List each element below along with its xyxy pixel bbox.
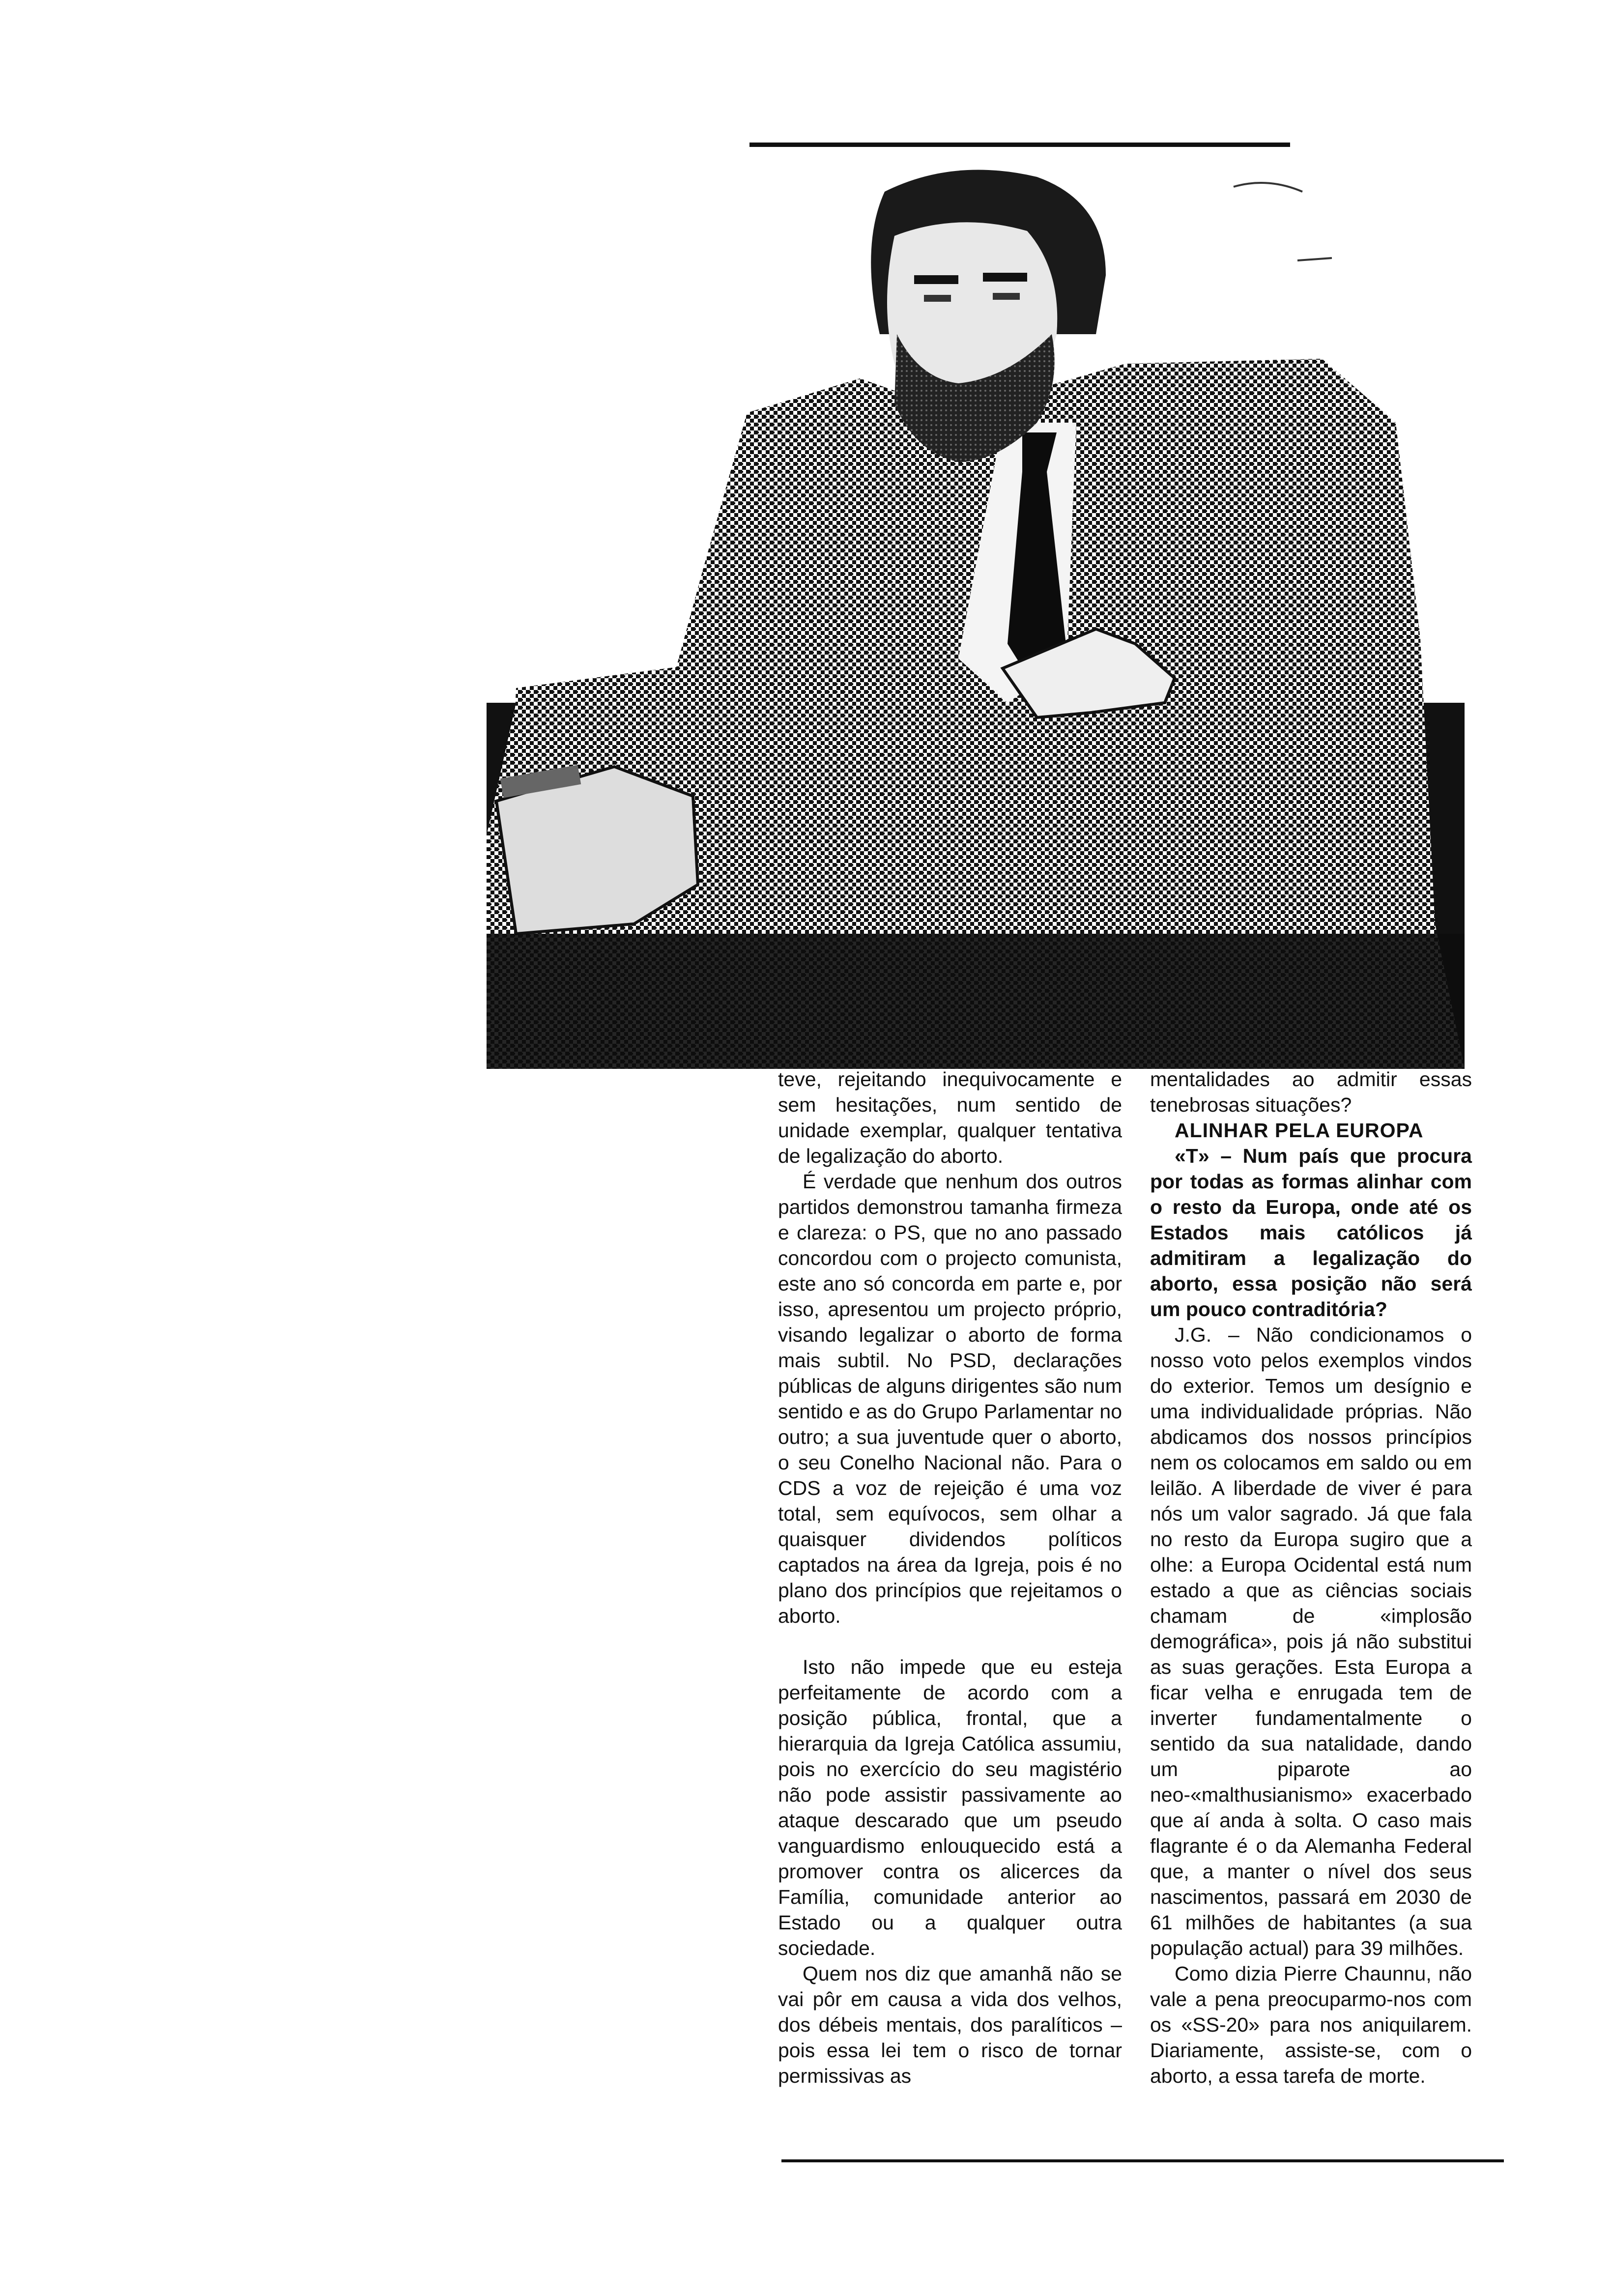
interview-photo	[487, 147, 1465, 1069]
section-subheading: ALINHAR PELA EUROPA	[1175, 1119, 1424, 1142]
top-rule	[749, 143, 1290, 147]
article-paragraph: Isto não impede que eu esteja perfeitamente de acordo com a posição pública, frontal, que a hierarquia da Igreja Católica assumiu, pois no exercício do seu magistério não pode assistir passivamente ao ataque descarado que um pseudo vanguardismo enlouquecido está a promover contra os alicerces da Família, comunidade anterior ao Estado ou a qualquer outra sociedade.	[778, 1656, 1122, 1959]
interview-answer: Como dizia Pierre Chaunnu, não vale a pena preocuparmo-nos com os «SS-20» para nos aniquilarem. Diariamente, assiste-se, com o aborto, a essa tarefa de morte.	[1150, 1962, 1472, 2087]
interview-question: «T» – Num país que procura por todas as formas alinhar com o resto da Europa, onde até os Estados mais católicos já admitiram a legalização do aborto, essa posição não será um pouco contraditória?	[1150, 1145, 1472, 1320]
article-paragraph: mentalidades ao admitir essas tenebrosas situações?	[1150, 1068, 1472, 1116]
article-left-column	[778, 1066, 1122, 2089]
interview-answer: J.G. – Não condicionamos o nosso voto pelos exemplos vindos do exterior. Temos um desígnio e uma individualidade próprias. Não abdicamos dos nossos princípios nem os colocamos em saldo ou em leilão. A liberdade de viver é para nós um valor sagrado. Já que fala no resto da Europa sugiro que a olhe: a Europa Ocidental está num estado a que as ciências sociais chamam de «implosão demográfica», pois já não substitui as suas gerações. Esta Europa a ficar velha e enrugada tem de inverter fundamentalmente o sentido da sua natalidade, dando um piparote ao neo-«malthusianismo» exacerbado que aí anda à solta. O caso mais flagrante é o da Alemanha Federal que, a manter o nível dos seus nascimentos, passará em 2030 de 61 milhões de habitantes (a sua população actual) para 39 milhões.	[1150, 1323, 1472, 1959]
article-paragraph: teve, rejeitando inequivocamente e sem hesitações, num sentido de unidade exemplar, qualquer tentativa de legalização do aborto.	[778, 1068, 1122, 1167]
article-paragraph: Quem nos diz que amanhã não se vai pôr em causa a vida dos velhos, dos débeis mentais, dos paralíticos – pois essa lei tem o risco de tornar permissivas as	[778, 1962, 1122, 2087]
article-paragraph: É verdade que nenhum dos outros partidos demonstrou tamanha firmeza e clareza: o PS, que no ano passado concordou com o projecto comunista, este ano só concorda em parte e, por isso, apresentou um projecto próprio, visando legalizar o aborto de forma mais subtil. No PSD, declarações públicas de alguns dirigentes são num sentido e as do Grupo Parlamentar no outro; a sua juventude quer o aborto, o seu Conelho Nacional não. Para o CDS a voz de rejeição é uma voz total, sem equívocos, sem olhar a quaisquer dividendos políticos captados na área da Igreja, pois é no plano dos princípios que rejeitamos o aborto.	[778, 1170, 1122, 1627]
bottom-rule	[781, 2159, 1504, 2162]
article-right-column	[1150, 1066, 1472, 2089]
